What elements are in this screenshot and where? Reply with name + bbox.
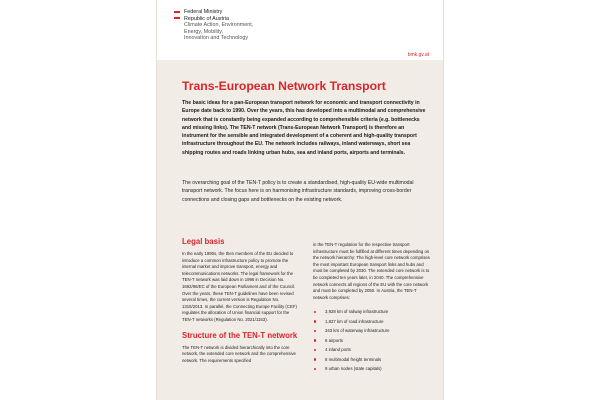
list-item: 343 km of waterway infrastructure <box>313 326 431 336</box>
network-hierarchy-text: in the TEN-T regulation for the respective transport infrastructure must be fulfilled at different times depending on the network hierarchy: The high-level core network comprises the most important European transport links and hubs and must be completed by 2030. The extended core network is to be completed ten years later, in 2040. The comprehensive network connects all regions of the EU with the core network and must be completed by 2050. In Austria, the TEN-T network comprises: <box>313 242 430 300</box>
ministry-line: Republic of Austria <box>184 15 229 22</box>
page-title: Trans-European Network Transport <box>182 79 386 93</box>
website-link[interactable]: bmk.gv.at <box>407 52 429 58</box>
list-item: 9 urban nodes (state capitals) <box>313 364 431 374</box>
ministry-sub-line: Climate Action, Environment, <box>184 22 254 29</box>
list-item: 3,928 km of railway infrastructure <box>313 307 431 317</box>
legal-basis-text: In the early 1990s, the then members of the EU decided to introduce a common infrastructure policy to promote the internal market and improve transport, energy and telecommunications networks. The legal framework for the TEN-T network was laid down in 1996 in Decision No. 1692/96/EC of the European Parliament and of the Council. Over the years, these TEN-T guidelines have been revised several times, the current version is Regulation No. 1315/2013. In parallel, the Connecting Europe Facility (CEF) regulates the allocation of Union financial support for the TEN-T networks (Regulation No. 2021/1153). <box>182 251 297 322</box>
document-page <box>157 0 443 400</box>
austria-network-list <box>313 307 431 374</box>
ministry-line: Federal Ministry <box>184 9 223 15</box>
legal-basis-heading: Legal basis <box>182 237 225 246</box>
structure-text: The TEN-T network is divided hierarchically into the core network, the extended core network and the comprehensive network. The requirements specified <box>182 344 296 363</box>
list-item: 1,827 km of road infrastructure <box>313 317 431 327</box>
list-item: 6 airports <box>313 336 431 346</box>
structure-heading: Structure of the TEN-T network <box>182 330 298 340</box>
left-column <box>182 237 300 364</box>
page-header <box>157 0 443 60</box>
list-item: 4 inland ports <box>313 345 431 355</box>
intro-paragraph: The basic ideas for a pan-European transport network for economic and transport connectivity in Europe date back to 1990. Over the years, this has developed into a multimodal and comprehensive network that is constantly being expanded according to comprehensible criteria (e.g. bottlenecks and missing links). The TEN-T network (Trans-European Network Transport) is therefore an instrument for the sensible and integrated development of a coherent and high-quality transport infrastructure throughout the EU. The network includes railways, inland waterways, short sea shipping routes and roads linking urban hubs, sea and inland ports, airports and terminals. <box>182 100 426 156</box>
goal-paragraph: The overarching goal of the TEN-T policy is to create a standardised, high-quality EU-wide multimodal transport network. The focus here is on harmonising infrastructure standards, improving cross-border connections and closing gaps and bottlenecks on the existing network. <box>182 180 414 203</box>
ministry-logo-text <box>184 9 324 42</box>
list-item: 8 multimodal freight terminals <box>313 355 431 365</box>
ministry-sub-line: Innovation and Technology <box>184 35 249 42</box>
right-column <box>313 242 431 374</box>
austria-flag-icon <box>174 11 180 17</box>
ministry-sub-line: Energy, Mobility, <box>184 28 224 35</box>
